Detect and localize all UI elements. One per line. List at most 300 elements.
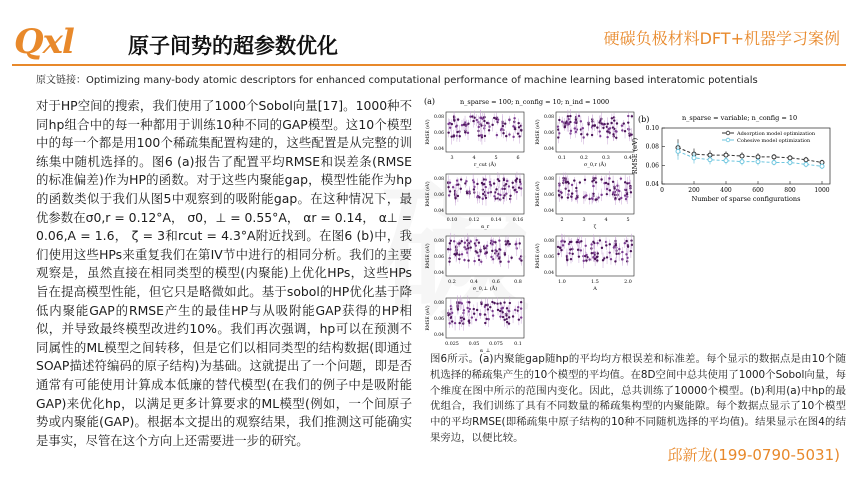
data-point	[494, 241, 496, 243]
data-point	[455, 125, 457, 127]
data-point	[465, 180, 467, 182]
data-point	[511, 182, 513, 184]
data-point	[509, 243, 511, 245]
data-point	[607, 123, 609, 125]
data-point	[724, 153, 728, 157]
data-point	[574, 127, 576, 129]
data-point	[480, 261, 482, 263]
data-point	[596, 259, 598, 261]
data-point	[485, 318, 487, 320]
data-point	[464, 182, 466, 184]
x-tick-label: 0.1	[514, 342, 522, 347]
data-point	[578, 255, 580, 257]
data-point	[605, 182, 607, 184]
data-point	[518, 318, 520, 320]
data-point	[513, 189, 515, 191]
data-point	[606, 130, 608, 132]
data-point	[558, 119, 560, 121]
data-point	[557, 246, 559, 248]
y-tick-label: 0.04	[543, 209, 554, 214]
data-point	[498, 239, 500, 241]
data-point	[494, 197, 496, 199]
data-point	[448, 194, 450, 196]
data-point	[492, 258, 494, 260]
data-point	[804, 162, 808, 166]
data-point	[503, 301, 505, 303]
data-point	[600, 194, 602, 196]
data-point	[497, 119, 499, 121]
data-point	[573, 179, 575, 181]
data-point	[485, 186, 487, 188]
data-point	[607, 183, 609, 185]
data-point	[595, 177, 597, 179]
data-point	[447, 186, 449, 188]
data-point	[488, 129, 490, 131]
data-point	[477, 121, 479, 123]
data-point	[576, 196, 578, 198]
data-point	[592, 241, 594, 243]
data-point	[609, 251, 611, 253]
data-point	[508, 322, 510, 324]
x-tick-label: 0.2	[580, 156, 588, 161]
data-point	[466, 307, 468, 309]
data-point	[513, 121, 515, 123]
data-point	[631, 115, 633, 117]
data-point	[456, 131, 458, 133]
data-point	[557, 126, 559, 128]
data-point	[565, 187, 567, 189]
data-point	[485, 252, 487, 254]
data-point	[491, 124, 493, 126]
subplot-2	[424, 172, 524, 230]
data-point	[500, 128, 502, 130]
y-tick-label: 0.08	[543, 115, 554, 120]
data-point	[482, 193, 484, 195]
brand-subtitle: 硬碳负极材料DFT+机器学习案例	[603, 29, 840, 48]
data-point	[451, 123, 453, 125]
data-point	[600, 122, 602, 124]
data-point	[456, 135, 458, 137]
data-point	[590, 247, 592, 249]
data-point	[602, 259, 604, 261]
data-point	[594, 125, 596, 127]
data-point	[499, 261, 501, 263]
data-point	[580, 133, 582, 135]
data-point	[502, 125, 504, 127]
subplot-6	[424, 295, 524, 354]
data-point	[580, 249, 582, 251]
data-point	[560, 249, 562, 251]
x-axis-label: σ_0,r (Å)	[583, 162, 607, 168]
data-point	[569, 121, 571, 123]
data-point	[461, 302, 463, 304]
data-point	[602, 127, 604, 129]
data-point	[624, 242, 626, 244]
data-point	[596, 198, 598, 200]
data-point	[491, 301, 493, 303]
y-tick-label: 0.06	[433, 193, 444, 198]
data-point	[630, 191, 632, 193]
y-tick-label: 0.08	[433, 115, 444, 120]
data-point	[591, 252, 593, 254]
data-point	[517, 310, 519, 312]
data-point	[458, 254, 460, 256]
data-point	[486, 245, 488, 247]
y-axis-label: RMSE (eV)	[536, 243, 541, 269]
y-axis-label: RMSE (eV)	[536, 119, 541, 145]
y-axis-label: RMSE (eV)	[536, 181, 541, 207]
data-point	[517, 132, 519, 134]
data-point	[509, 198, 511, 200]
data-point	[559, 247, 561, 249]
data-point	[625, 240, 627, 242]
x-tick-label: 2	[560, 218, 564, 223]
y-tick-label: 0.08	[543, 239, 554, 244]
data-point	[621, 258, 623, 260]
data-point	[467, 132, 469, 134]
data-point	[473, 186, 475, 188]
x-tick-label: 0.6	[492, 280, 500, 285]
data-point	[503, 194, 505, 196]
data-point	[609, 189, 611, 191]
data-point	[613, 187, 615, 189]
data-point	[454, 197, 456, 199]
x-axis-label: α_r	[480, 224, 490, 230]
data-point	[447, 123, 449, 125]
data-point	[606, 188, 608, 190]
data-point	[596, 126, 598, 128]
data-point	[567, 193, 569, 195]
data-point	[624, 181, 626, 183]
data-point	[516, 247, 518, 249]
data-point	[452, 186, 454, 188]
data-point	[515, 179, 517, 181]
data-point	[483, 183, 485, 185]
data-point	[558, 184, 560, 186]
data-point	[457, 308, 459, 310]
data-point	[464, 131, 466, 133]
data-point	[449, 242, 451, 244]
x-tick-label: 200	[688, 187, 700, 194]
y-tick-label: 0.06	[433, 317, 444, 322]
data-point	[460, 178, 462, 180]
data-point	[478, 259, 480, 261]
data-point	[499, 310, 501, 312]
data-point	[478, 134, 480, 136]
data-point	[495, 188, 497, 190]
data-point	[478, 255, 480, 257]
data-point	[623, 122, 625, 124]
data-point	[568, 190, 570, 192]
data-point	[493, 182, 495, 184]
data-point	[569, 248, 571, 250]
data-point	[462, 312, 464, 314]
data-point	[456, 253, 458, 255]
data-point	[608, 177, 610, 179]
data-point	[487, 318, 489, 320]
data-point	[560, 240, 562, 242]
data-point	[449, 181, 451, 183]
data-point	[628, 134, 630, 136]
data-point	[475, 244, 477, 246]
data-point	[587, 123, 589, 125]
panel-a-grid	[424, 109, 634, 354]
legend-marker	[726, 138, 730, 142]
x-tick-label: 1.5	[591, 280, 599, 285]
panel-a-header: n_sparse = 100; n_config = 10; n_ind = 1000	[460, 98, 610, 106]
data-point	[478, 126, 480, 128]
y-tick-label: 0.04	[433, 147, 444, 152]
data-point	[612, 181, 614, 183]
data-point	[585, 259, 587, 261]
data-point	[473, 188, 475, 190]
data-point	[599, 239, 601, 241]
x-tick-label: 0.10	[446, 218, 458, 223]
legend-marker	[726, 131, 730, 135]
x-axis-label: α_⊥	[479, 348, 491, 354]
data-point	[458, 130, 460, 132]
data-point	[596, 256, 598, 258]
data-point	[570, 241, 572, 243]
data-point	[473, 313, 475, 315]
y-axis-label: RMSE (eV)	[426, 305, 431, 331]
data-point	[471, 316, 473, 318]
data-point	[585, 254, 587, 256]
data-point	[478, 242, 480, 244]
y-tick-label: 0.04	[433, 209, 444, 214]
data-point	[492, 241, 494, 243]
data-point	[476, 309, 478, 311]
data-point	[520, 125, 522, 127]
data-point	[571, 184, 573, 186]
y-axis-label: RMSE (eV)	[426, 181, 431, 207]
y-tick-label: 0.08	[433, 177, 444, 182]
data-point	[567, 196, 569, 198]
data-point	[618, 190, 620, 192]
data-point	[476, 251, 478, 253]
y-tick-label: 0.08	[433, 301, 444, 306]
data-point	[517, 122, 519, 124]
data-point	[592, 185, 594, 187]
data-point	[450, 305, 452, 307]
data-point	[494, 249, 496, 251]
data-point	[569, 252, 571, 254]
y-tick-label: 0.04	[645, 181, 659, 188]
x-tick-label: 0.075	[489, 342, 503, 347]
data-point	[480, 303, 482, 305]
y-tick-label: 0.04	[543, 271, 554, 276]
data-point	[820, 164, 824, 168]
x-tick-label: 800	[784, 187, 796, 194]
data-point	[616, 185, 618, 187]
data-point	[463, 309, 465, 311]
data-point	[580, 128, 582, 130]
data-point	[591, 120, 593, 122]
data-point	[586, 133, 588, 135]
data-point	[788, 156, 792, 160]
data-point	[505, 314, 507, 316]
data-point	[584, 195, 586, 197]
x-tick-label: 0.14	[490, 218, 502, 223]
y-axis-label: RMSE (eV)	[426, 119, 431, 145]
data-point	[520, 301, 522, 303]
data-point	[489, 306, 491, 308]
data-point	[479, 250, 481, 252]
data-point	[593, 179, 595, 181]
data-point	[621, 129, 623, 131]
data-point	[724, 159, 728, 163]
body-paragraph: 对于HP空间的搜索，我们使用了1000个Sobol向量[17]。1000种不同hp组合中的每一种都用于训练10种不同的GAP模型。这10个模型中的每一个都是用100个稀疏集配置构建的，这些配置是从完整的训练集中随机选择的。图6 (a)报告了配置平均RMSE和误差条(RMSE的标准偏差)作为HP的函数。对于这些内聚能gap，模型性能作为hp的函数类似于我们从图5中观察到的吸附能gap。在这种情况下，最优参数在σ0,r = 0.12°A， σ0，⊥ = 0.55°A， αr = 0.14， α⊥ = 0.06,A = 1.6， ζ = 3和rcut = 4.3°A附近找到。在图6 (b)中，我们使用这些HPs来重复我们在第IV节中进行的相同分析。我们的主要观察是，虽然直接在相同类型的模型(内聚能)上优化HPs，这些HPs旨在提高模型性能，但它只是略微如此。基于sobol的HP优化基于降低内聚能GAP的RMSE产生的最佳HP与从吸附能GAP获得的HP相似，并导致最终模型改进约10%。我们再次强调，hp可以在预测不同属性的ML模型之间转移，但是它们以相同类型的结构数据(即通过SOAP描述符编码的原子结构)为基础。这就提出了一个问题，即是否通常有可能使用计算成本低廉的替代模型(在我们的例子中是吸附能GAP)来优化hp，以满足更多计算要求的ML模型(例如，一个间原子势或内聚能(GAP)。根据本文提出的观察结果，我们推测这可能确实是事实，尽管在这个方向上还需要进一步的研究。	[36, 98, 412, 448]
data-point	[486, 304, 488, 306]
y-tick-label: 0.08	[543, 177, 554, 182]
data-point	[493, 117, 495, 119]
data-point	[499, 194, 501, 196]
data-point	[517, 306, 519, 308]
data-point	[476, 239, 478, 241]
data-point	[485, 197, 487, 199]
x-tick-label: 3	[582, 218, 586, 223]
y-tick-label: 0.04	[543, 147, 554, 152]
data-point	[497, 121, 499, 123]
x-axis-label: A	[593, 286, 597, 292]
data-point	[592, 124, 594, 126]
data-point	[484, 135, 486, 137]
data-point	[627, 115, 629, 117]
data-point	[610, 258, 612, 260]
data-point	[613, 119, 615, 121]
data-point	[484, 304, 486, 306]
data-point	[447, 314, 449, 316]
data-point	[449, 248, 451, 250]
data-point	[580, 120, 582, 122]
subplot-3	[534, 171, 634, 230]
data-point	[453, 253, 455, 255]
x-tick-label: 1.0	[558, 280, 566, 285]
data-point	[512, 186, 514, 188]
x-tick-label: 600	[752, 187, 764, 194]
data-point	[676, 149, 680, 153]
data-point	[804, 158, 808, 162]
data-point	[505, 192, 507, 194]
data-point	[451, 320, 453, 322]
data-point	[504, 319, 506, 321]
data-point	[692, 156, 696, 160]
x-axis-label: r_cut (Å)	[473, 162, 497, 168]
data-point	[611, 117, 613, 119]
data-point	[577, 239, 579, 241]
x-tick-label: 0.1	[558, 156, 566, 161]
data-point	[624, 130, 626, 132]
data-point	[740, 154, 744, 158]
data-point	[487, 308, 489, 310]
x-tick-label: 0.16	[512, 218, 524, 223]
data-point	[490, 256, 492, 258]
data-point	[567, 181, 569, 183]
data-point	[451, 135, 453, 137]
data-point	[625, 253, 627, 255]
data-point	[504, 188, 506, 190]
y-tick-label: 0.06	[543, 193, 554, 198]
data-point	[562, 179, 564, 181]
data-point	[473, 308, 475, 310]
y-tick-label: 0.06	[433, 255, 444, 260]
data-point	[561, 120, 563, 122]
data-point	[505, 135, 507, 137]
data-point	[484, 313, 486, 315]
contact-info: 邱新龙(199-0790-5031)	[667, 446, 840, 464]
data-point	[618, 248, 620, 250]
data-point	[518, 242, 520, 244]
data-point	[601, 247, 603, 249]
data-point	[772, 161, 776, 165]
data-point	[576, 128, 578, 130]
data-point	[499, 315, 501, 317]
x-tick-label: 0.4	[624, 156, 632, 161]
data-point	[772, 155, 776, 159]
data-point	[457, 183, 459, 185]
data-point	[708, 158, 712, 162]
data-point	[592, 256, 594, 258]
data-point	[605, 244, 607, 246]
data-point	[595, 181, 597, 183]
data-point	[600, 178, 602, 180]
x-tick-label: 5	[494, 156, 498, 161]
data-point	[507, 240, 509, 242]
data-point	[756, 160, 760, 164]
data-point	[503, 179, 505, 181]
data-point	[448, 322, 450, 324]
data-point	[578, 115, 580, 117]
data-point	[588, 198, 590, 200]
data-point	[447, 131, 449, 133]
data-point	[469, 308, 471, 310]
data-point	[508, 133, 510, 135]
data-point	[614, 197, 616, 199]
data-point	[466, 192, 468, 194]
data-point	[569, 115, 571, 117]
data-point	[520, 255, 522, 257]
x-tick-label: 0.05	[468, 342, 480, 347]
data-point	[447, 248, 449, 250]
data-point	[453, 119, 455, 121]
data-point	[464, 121, 466, 123]
data-point	[487, 192, 489, 194]
data-point	[506, 307, 508, 309]
data-point	[506, 180, 508, 182]
data-point	[618, 198, 620, 200]
data-point	[449, 190, 451, 192]
figure-caption: 图6所示。(a)内聚能gap随hp的平均均方根误差和标准差。每个显示的数据点是由10个随机选择的稀疏集产生的10个模型的平均值。在8D空间中总共使用了1000个Sobol向量，每个维度在图中所示的范围内变化。因此，总共训练了10000个模型。(b)利用(a)中hp的最优组合，我们训练了具有不同数量的稀疏集构型的内聚能隙。每个数据点显示了10个模型中的平均RMSE(即稀疏集中原子结构的10种不同随机选择的平均值)。结果显示在图4的结果旁边，以便比较。	[430, 353, 846, 444]
data-point	[571, 192, 573, 194]
data-point	[512, 315, 514, 317]
y-tick-label: 0.10	[645, 125, 659, 132]
data-point	[559, 191, 561, 193]
x-tick-label: 5	[626, 218, 630, 223]
legend-label: Cohesive model optimization	[737, 138, 811, 144]
x-tick-label: 0.8	[514, 280, 522, 285]
data-point	[594, 258, 596, 260]
data-point	[575, 122, 577, 124]
data-point	[516, 191, 518, 193]
data-point	[599, 135, 601, 137]
subplot-1	[534, 109, 634, 168]
data-point	[571, 253, 573, 255]
data-point	[518, 135, 520, 137]
data-point	[467, 247, 469, 249]
data-point	[473, 260, 475, 262]
data-point	[484, 322, 486, 324]
data-point	[603, 123, 605, 125]
